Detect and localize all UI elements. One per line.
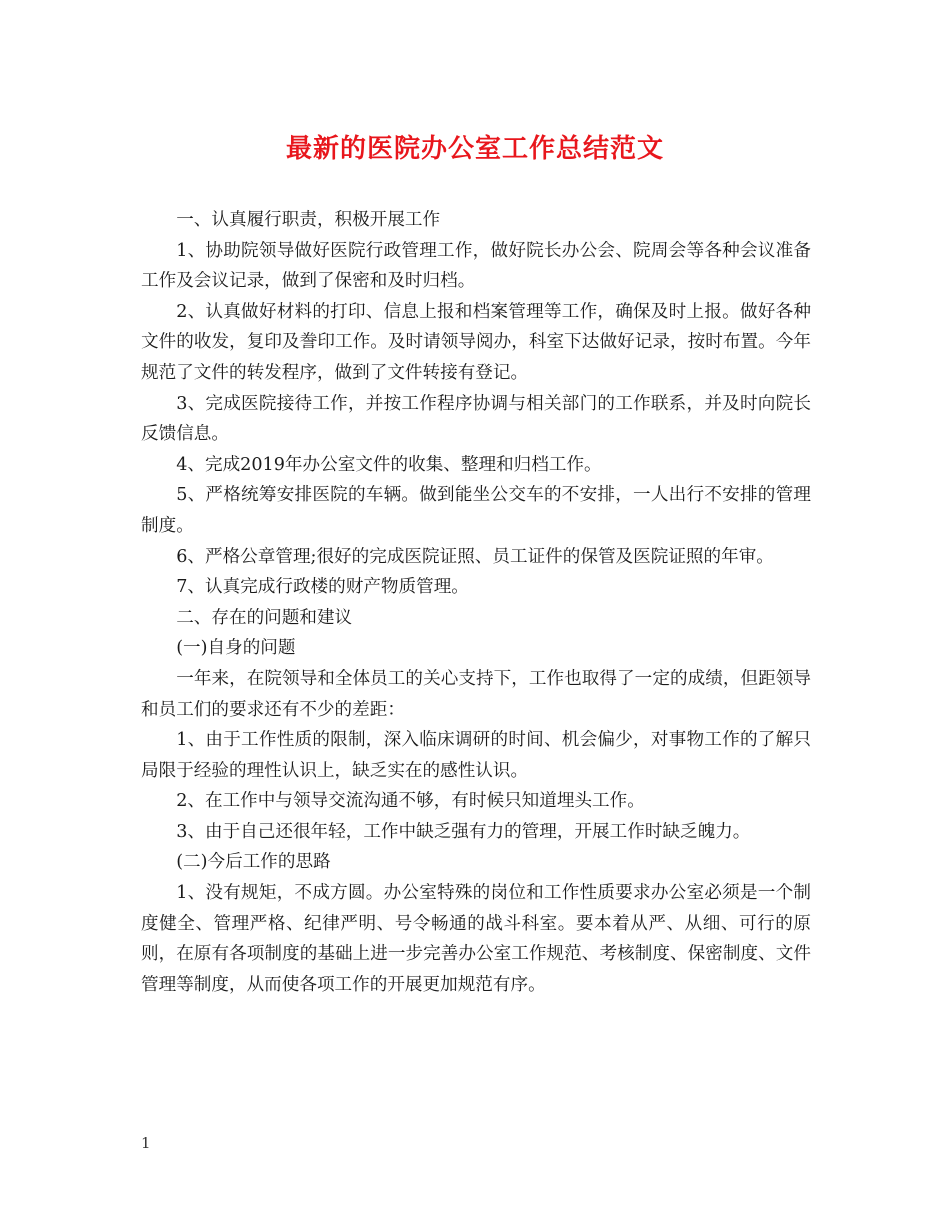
paragraph: 7、认真完成行政楼的财产物质管理。 (176, 577, 469, 598)
paragraph: 5、严格统筹安排医院的车辆。做到能坐公交车的不安排，一人出行不安排的管理制度。 (141, 485, 811, 536)
document-body (141, 205, 811, 1000)
section-heading-2: 二、存在的问题和建议 (176, 607, 353, 628)
paragraph: 4、完成2019年办公室文件的收集、整理和归档工作。 (176, 454, 602, 475)
paragraph: 6、严格公章管理;很好的完成医院证照、员工证件的保管及医院证照的年审。 (176, 546, 774, 567)
paragraph: 1、没有规矩，不成方圆。办公室特殊的岗位和工作性质要求办公室必须是一个制度健全、管理严格、纪律严明、号令畅通的战斗科室。要本着从严、从细、可行的原则，在原有各项制度的基础上进一步完善办公室工作规范、考核制度、保密制度、文件管理等制度，从而使各项工作的开展更加规范有序。 (141, 883, 811, 995)
paragraph: 1、由于工作性质的限制，深入临床调研的时间、机会偏少，对事物工作的了解只局限于经验的理性认识上，缺乏实在的感性认识。 (141, 730, 811, 781)
paragraph: 3、由于自己还很年轻，工作中缺乏强有力的管理，开展工作时缺乏魄力。 (176, 821, 751, 842)
paragraph: 1、协助院领导做好医院行政管理工作，做好院长办公会、院周会等各种会议准备工作及会议记录，做到了保密和及时归档。 (141, 240, 811, 292)
subsection-heading: (一)自身的问题 (176, 638, 296, 659)
document-title: 最新的医院办公室工作总结范文 (285, 134, 664, 164)
paragraph: 一年来，在院领导和全体员工的关心支持下，工作也取得了一定的成绩，但距领导和员工们的要求还有不少的差距： (141, 668, 811, 720)
subsection-heading: (二)今后工作的思路 (176, 852, 331, 873)
section-heading-1: 一、认真履行职责，积极开展工作 (176, 210, 441, 230)
paragraph: 2、认真做好材料的打印、信息上报和档案管理等工作，确保及时上报。做好各种文件的收发，复印及誊印工作。及时请领导阅办，科室下达做好记录，按时布置。今年规范了文件的转发程序，做到了文件转接有登记。 (141, 301, 811, 383)
paragraph: 3、完成医院接待工作，并按工作程序协调与相关部门的工作联系，并及时向院长反馈信息。 (141, 393, 811, 445)
page-number: 1 (141, 1134, 151, 1152)
paragraph: 2、在工作中与领导交流沟通不够，有时候只知道埋头工作。 (176, 791, 645, 812)
